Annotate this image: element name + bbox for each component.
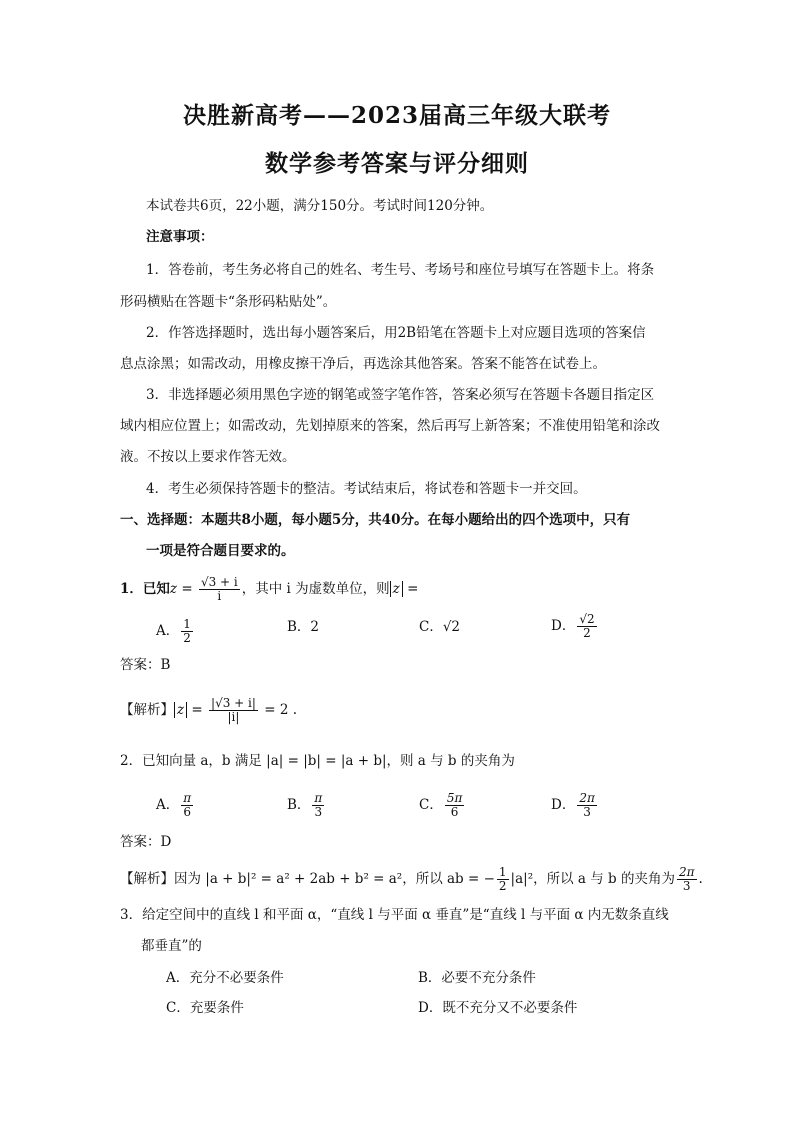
q3-option-d: D．既不充分又不必要条件 (418, 1000, 578, 1016)
q2-option-c-num: 5π (446, 791, 463, 805)
q2-analysis (120, 866, 703, 893)
q2-answer: 答案：D (120, 834, 172, 850)
q1-analysis-label: 【解析】 (120, 702, 174, 718)
q1-mid: ，其中 i 为虚数单位，则 (241, 581, 390, 597)
q1-z: z (169, 581, 178, 597)
q1-analysis-num: |√3 + i| (211, 696, 256, 710)
q2-option-c-fraction (445, 792, 465, 819)
q2-analysis-result-num: 2π (678, 865, 695, 879)
q1-option-d-label: D． (551, 618, 576, 634)
section1-heading-a: 一、选择题：本题共8小题，每小题5分，共40分。在每小题给出的四个选项中，只有 (120, 512, 631, 528)
notice-item-2b: 息点涂黑；如需改动，用橡皮擦干净后，再选涂其他答案。答案不能答在试卷上。 (120, 356, 606, 372)
q1-option-b: B．2 (287, 619, 320, 635)
q2-option-c-label: C． (419, 797, 443, 813)
notice-item-2a: 2．作答选择题时，选出每小题答案后，用2B铅笔在答题卡上对应题目选项的答案信 (146, 325, 646, 341)
q2-analysis-result (677, 866, 697, 893)
q2-option-d-label: D． (551, 797, 576, 813)
notice-item-1a: 1．答卷前，考生务必将自己的姓名、考生号、考场号和座位号填写在答题卡上。将条 (146, 262, 655, 278)
q2-analysis-half (497, 866, 509, 893)
q1-analysis-abs-z: z (174, 702, 187, 718)
q2-option-b-num: π (314, 791, 323, 805)
q2-analysis-half-num: 1 (498, 865, 507, 879)
q1-end: = (402, 581, 419, 597)
question-1 (120, 576, 418, 603)
q2-option-a-num: π (183, 791, 192, 805)
q2-option-d-den: 3 (583, 805, 591, 819)
q2-option-d (551, 792, 599, 819)
q1-answer: 答案：B (120, 657, 171, 673)
q2-option-a-fraction (181, 792, 193, 819)
q1-analysis-den: |i| (227, 710, 240, 724)
q1-analysis: 【解析】 z = $\frac{|√3 + i|}{|i|}$ = 2 . (120, 696, 297, 724)
notice-item-4: 4．考生必须保持答题卡的整洁。考试结束后，将试卷和答题卡一并交回。 (146, 481, 587, 497)
q2-analysis-b: |a|²，所以 a 与 b 的夹角为 (510, 871, 675, 887)
question-3-a: 3．给定空间中的直线 l 和平面 α，“直线 l 与平面 α 垂直”是“直线 l 与平面 α 内无数条直线 (120, 907, 669, 923)
section1-heading-b: 一项是符合题目要求的。 (146, 543, 295, 559)
q1-option-a (156, 618, 195, 645)
q3-option-b: B．必要不充分条件 (418, 970, 536, 986)
notice-item-1b: 形码横贴在答题卡“条形码粘贴处”。 (120, 294, 337, 310)
q1-analysis-fraction (209, 697, 258, 724)
q2-option-c (419, 792, 466, 819)
q2-option-b-fraction (312, 792, 324, 819)
q2-option-b-label: B． (287, 797, 311, 813)
exam-intro: 本试卷共6页，22小题，满分150分。考试时间120分钟。 (146, 198, 494, 214)
q1-numerator: √3 + i (200, 575, 238, 589)
q2-analysis-half-den: 2 (498, 879, 507, 893)
q2-analysis-result-den: 3 (682, 879, 691, 893)
q2-analysis-c: . (698, 871, 703, 887)
notice-item-3a: 3．非选择题必须用黑色字迹的钢笔或签字笔作答，答案必须写在答题卡各题目指定区 (146, 387, 655, 403)
q1-denominator: i (217, 589, 222, 603)
q2-analysis-a: 【解析】因为 |a + b|² = a² + 2ab + b² = a²，所以 ab = − (120, 871, 495, 887)
q1-analysis-end: = 2 . (259, 702, 297, 718)
question-2: 2．已知向量 a，b 满足 |a| = |b| = |a + b|，则 a 与 b 的夹角为 (120, 753, 515, 769)
notice-item-3b: 域内相应位置上；如需改动，先划掉原来的答案，然后再写上新答案；不准使用铅笔和涂改 (120, 418, 660, 434)
q1-option-a-label: A． (156, 623, 180, 639)
q1-option-c: C．√2 (419, 619, 461, 635)
q2-option-b-den: 3 (314, 805, 323, 819)
q2-option-d-num: 2π (579, 791, 595, 805)
page-subtitle: 数学参考答案与评分细则 (265, 150, 529, 177)
q1-fraction (199, 576, 240, 603)
q1-option-d-den: 2 (583, 626, 591, 640)
q2-option-a (156, 792, 195, 819)
q1-abs-z: z (390, 581, 403, 597)
q1-option-d-num: √2 (579, 612, 595, 626)
q1-option-a-num: 1 (183, 617, 191, 631)
q2-option-b (287, 792, 326, 819)
q2-option-d-fraction (577, 792, 597, 819)
q1-option-a-fraction (181, 618, 193, 645)
q2-option-a-label: A． (156, 797, 180, 813)
q3-option-c: C．充要条件 (166, 1000, 244, 1016)
page-title: 决胜新高考——2023届高三年级大联考 (182, 102, 611, 129)
q1-option-d (551, 613, 599, 640)
q2-option-a-den: 6 (183, 805, 192, 819)
q2-option-c-den: 6 (450, 805, 459, 819)
q1-option-d-fraction (577, 613, 596, 640)
q1-eq: = (177, 581, 197, 597)
q1-option-a-den: 2 (183, 631, 191, 645)
q3-option-a: A．充分不必要条件 (166, 970, 284, 986)
notice-heading: 注意事项： (146, 229, 214, 245)
question-3-b: 都垂直”的 (141, 938, 202, 954)
notice-item-3c: 液。不按以上要求作答无效。 (120, 449, 296, 465)
q1-prefix: 1．已知 (120, 581, 170, 597)
